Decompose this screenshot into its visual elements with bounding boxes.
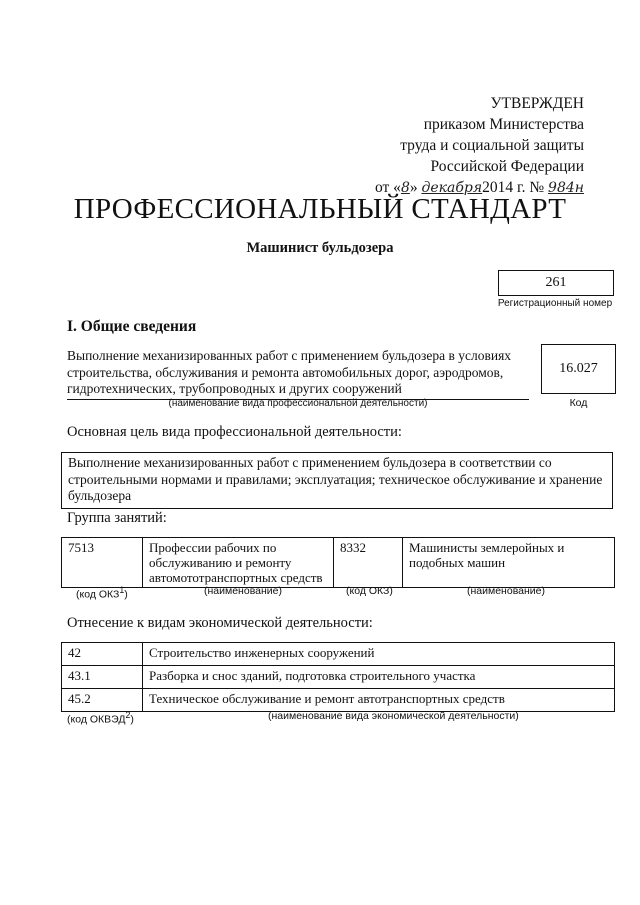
date-month-handwritten: декабря [421,180,483,196]
page-subtitle: Машинист бульдозера [246,240,394,256]
table-row [62,666,615,689]
date-year: 2014 г. № [482,179,545,196]
group-label: Группа занятий: [67,510,167,526]
economic-activities-table [61,642,615,712]
activity-name: Выполнение механизированных работ с применением бульдозера в условиях строительства, обслуживания и ремонта автомобильных дорог, аэродромов, гидротехнических, трубопроводных и других сооружений [67,348,529,400]
econ-code-2: 43.1 [62,666,143,689]
date-mid: » [409,179,418,196]
footnote-mark-1: 1 [119,585,125,595]
econ-code-3: 45.2 [62,689,143,712]
occ-code-caption [76,585,128,601]
approval-line-1: УТВЕРЖДЕН [490,95,584,112]
occupations-table [61,537,615,588]
footnote-mark-2: 2 [125,710,131,720]
goal-label: Основная цель вида профессиональной деятельности: [67,424,402,440]
econ-code-caption-close: ) [130,713,134,726]
occupation-code-1: 7513 [62,538,143,588]
section-heading: I. Общие сведения [67,318,197,335]
econ-name-1: Строительство инженерных сооружений [143,643,615,666]
approval-line-2: приказом Министерства [423,116,584,133]
date-day-handwritten: 8 [400,180,410,196]
occupation-code-2: 8332 [334,538,403,588]
econ-name-caption: (наименование вида экономической деятельности) [268,710,519,722]
econ-name-2: Разборка и снос зданий, подготовка строительного участка [143,666,615,689]
page-title: ПРОФЕССИОНАЛЬНЫЙ СТАНДАРТ [73,193,567,225]
econ-code-caption-text: (код ОКВЭД [67,713,126,726]
econ-name-3: Техническое обслуживание и ремонт автотранспортных средств [143,689,615,712]
occ-code-caption-text: (код ОКЗ [76,588,120,601]
activity-code-label: Код [569,397,588,409]
occ-code-caption-2: (код ОКЗ) [346,585,393,597]
activity-code-box: 16.027 [541,344,616,394]
approval-block [375,93,584,199]
table-row [62,643,615,666]
registration-number-label: Регистрационный номер [497,298,613,309]
activity-caption: (наименование вида профессиональной деятельности) [168,398,428,409]
date-prefix: от « [374,179,401,196]
order-number-handwritten: 984н [548,180,584,196]
occ-code-caption-close: ) [124,588,128,601]
occ-name-caption: (наименование) [204,585,282,597]
occupation-name-1: Профессии рабочих по обслуживанию и ремонту автомототранспортных средств [143,538,334,588]
approval-line-4: Российской Федерации [430,158,584,175]
table-row [62,689,615,712]
econ-label: Отнесение к видам экономической деятельности: [67,615,373,631]
table-row [62,538,615,588]
econ-code-caption [67,710,134,726]
goal-box: Выполнение механизированных работ с применением бульдозера в соответствии со строительными нормами и правилами; эксплуатация; техническое обслуживание и хранение бульдозера [61,452,613,509]
registration-number-box: 261 [498,270,614,296]
approval-line-3: труда и социальной защиты [400,137,584,154]
occupation-name-2: Машинисты землеройных и подобных машин [403,538,615,588]
econ-code-1: 42 [62,643,143,666]
occ-name-caption-2: (наименование) [467,585,545,597]
